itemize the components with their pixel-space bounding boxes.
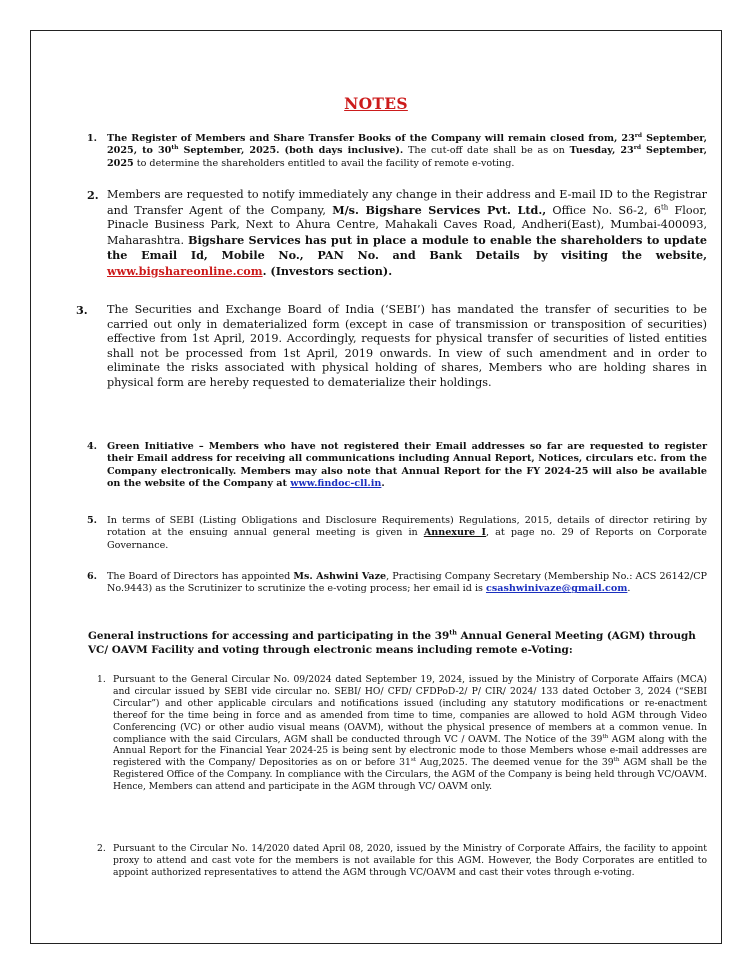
scrutinizer-email-link[interactable]: csashwinivaze@gmail.com [485,583,628,595]
note-3: 3. The Securities and Exchange Board of India (‘SEBI’) has mandated the transfer of securities to be carried out only in dematerialized form (except in case of transmission or transposition of securities) effective from 1st April, 2019. Accordingly, requests for physical transfer of securities of listed entities shall not be processed from 1st April, 2019 onwards. In view of such amendment and in order to eliminate the risks associated with physical holding of shares, Members who are holding shares in physical form are hereby requested to dematerialize their holdings. [76,303,707,389]
note-4: 4. Green Initiative – Members who have not registered their Email addresses so far are requested to register their Email address for receiving all communications including Annual Report, Notices, circulars etc. from the Company electronically. Members may also note that Annual Report for the FY 2024-25 will also be available on the website of the Company at www.findoc-cll.in. [87,441,707,490]
general-instructions-heading: General instructions for accessing and participating in the 39th Annual General Meeting (AGM) through VC/ OAVM Facility and voting through electronic means including remote e-Voting: [88,628,696,656]
document-page [30,30,722,944]
page-title: NOTES [344,94,408,113]
instruction-1: 1. Pursuant to the General Circular No. 09/2024 dated September 19, 2024, issued by the Ministry of Corporate Affairs (MCA) and circular issued by SEBI vide circular no. SEBI/ HO/ CFD/ CFDPoD-2/ P/ CIR/ 2024/ 133 dated October 3, 2024 (“SEBI Circular”) and other applicable circulars and notifications issued (including any statutory modifications or re-enactment thereof for the time being in force and as amended from time to time, companies are allowed to hold AGM through Video Conferencing (VC) or other audio visual means (OAVM), without the physical presence of members at a common venue. In compliance with the said Circulars, AGM shall be conducted through VC / OAVM. The Notice of the 39th AGM along with the Annual Report for the Financial Year 2024-25 is being sent by electronic mode to those Members whose e-mail addresses are registered with the Company/ Depositories as on or before 31st Aug,2025. The deemed venue for the 39th AGM shall be the Registered Office of the Company. In compliance with the Circulars, the AGM of the Company is being held through VC/OAVM. Hence, Members can attend and participate in the AGM through VC/ OAVM only. [97,674,707,793]
company-website-link[interactable]: www.findoc-cll.in [290,478,382,490]
note-number: 5. [87,515,98,526]
note-number: 6. [87,571,98,582]
note-number: 1. [87,133,98,144]
annexure-reference: Annexure I [423,527,487,539]
instruction-number: 1. [97,674,106,685]
note-5: 5. In terms of SEBI (Listing Obligations and Disclosure Requirements) Regulations, 2015, details of director retiring by rotation at the ensuing annual general meeting is given in Annexure I, at page no. 29 of Reports on Corporate Governance. [87,515,707,551]
bigshare-website-link[interactable]: www.bigshareonline.com [107,263,263,278]
note-number: 2. [87,188,99,202]
note-2: 2. Members are requested to notify immediately any change in their address and E-mail ID to the Registrar and Transfer Agent of the Company, M/s. Bigshare Services Pvt. Ltd., Office No. S6-2, 6th Floor, Pinacle Business Park, Next to Ahura Centre, Mahakali Caves Road, Andheri(East), Mumbai-400093, Maharashtra. Bigshare Services has put in place a module to enable the shareholders to update the Email Id, Mobile No., PAN No. and Bank Details by visiting the website, www.bigshareonline.com. (Investors section). [87,188,708,278]
instruction-2: 2. Pursuant to the Circular No. 14/2020 dated April 08, 2020, issued by the Ministry of Corporate Affairs, the facility to appoint proxy to attend and cast vote for the members is not available for this AGM. However, the Body Corporates are entitled to appoint authorized representatives to attend the AGM through VC/OAVM and cast their votes through e-voting. [97,843,707,878]
note-number: 4. [87,441,98,452]
instruction-number: 2. [97,843,106,854]
note-number: 3. [76,303,88,317]
note-1: 1. The Register of Members and Share Transfer Books of the Company will remain closed from, 23rd September, 2025, to 30th September, 2025. (both days inclusive). The cut-off date shall be as on Tuesday, 23rd September, 2025 to determine the shareholders entitled to avail the facility of remote e-voting. [87,131,708,169]
note-6: 6. The Board of Directors has appointed Ms. Ashwini Vaze, Practising Company Secretary (Membership No.: ACS 26142/CP No.9443) as the Scrutinizer to scrutinize the e-voting process; her email id is csashwinivaze@gmail.com. [87,571,708,595]
